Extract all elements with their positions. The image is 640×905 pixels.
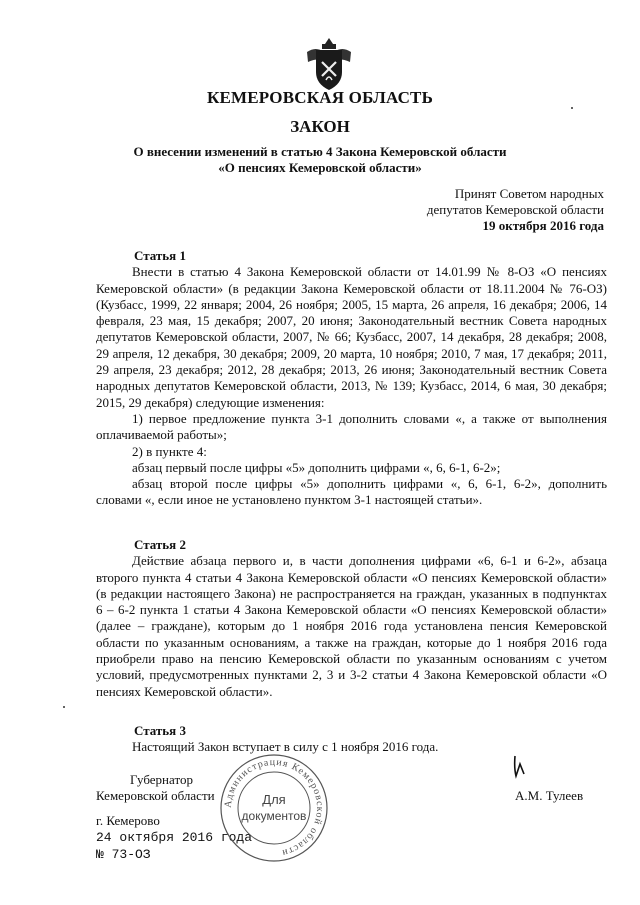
signing-city: г. Кемерово [96, 813, 160, 828]
stamp-line-2: документов [241, 809, 307, 823]
article-1 [96, 248, 607, 509]
article-1-item-2a: абзац первый после цифры «5» дополнить цифрами «, 6, 6-1, 6-2»; [132, 459, 501, 475]
article-1-intro: Внести в статью 4 Закона Кемеровской области от 14.01.99 № 8-ОЗ «О пенсиях Кемеровской области» (в редакции Закона Кемеровской области от 18.11.2004 № 76-ОЗ) (Кузбасс, 1999, 22 января; 2004, 26 ноября; 2005, 15 марта, 26 апреля, 16 декабря; 2006, 14 февраля, 23 мая, 15 декабря; 2007, 20 июня; Законодательный вестник Совета народных депутатов Кемеровской области, 2007, № 66; Кузбасс, 2007, 14 декабря, 28 декабря; 2008, 29 апреля, 12 декабря, 30 декабря; 2009, 20 марта, 10 ноября; 2010, 7 мая, 17 декабря; 2011, 29 апреля, 23 декабря; 2012, 28 декабря; 2013, 26 июня; Законодательный вестник Совета народных депутатов Кемеровской области, 2013, № 139; Кузбасс, 2014, 6 мая, 30 декабря; 2015, 29 декабря) следующие изменения: [96, 264, 607, 410]
signing-date: 24 октября 2016 года [96, 830, 253, 845]
law-number: № 73-ОЗ [96, 847, 151, 862]
adoption-block [427, 186, 604, 234]
document-type: ЗАКОН [290, 117, 350, 136]
article-1-item-2b: абзац второй после цифры «5» дополнить цифрами «, 6, 6-1, 6-2», дополнить словами «, если иное не установлено пунктом 3-1 настоящей статьи». [96, 476, 607, 508]
article-2-heading: Статья 2 [134, 537, 186, 552]
coat-of-arms-emblem [304, 36, 354, 92]
stamp-ring-text: Администрация Кемеровской области [222, 756, 326, 859]
official-stamp [218, 752, 330, 864]
article-1-heading: Статья 1 [134, 248, 186, 263]
adoption-date: 19 октября 2016 года [482, 218, 604, 233]
governor-name: А.М. Тулеев [515, 788, 584, 803]
governor-title: Губернатор [130, 772, 193, 787]
article-2-text: Действие абзаца первого и, в части дополнения цифрами «6, 6-1 и 6-2», абзаца второго пункта 4 статьи 4 Закона Кемеровской области «О пенсиях Кемеровской области» (в редакции настоящего Закона) не распространяется на граждан, указанных в подпунктах 6 – 6-2 пункта 1 статьи 4 Закона Кемеровской области «О пенсиях Кемеровской области» (далее – граждане), которым до 1 ноября 2016 года установлена пенсия Кемеровской области по указанным основаниям, а также на граждан, которые до 1 ноября 2016 года приобрели право на пенсию Кемеровской области по указанным основаниям с учетом условий, предусмотренных пунктами 2, 3 и 3-2 статьи 4 Закона Кемеровской области «О пенсиях Кемеровской области». [96, 553, 607, 699]
article-3-heading: Статья 3 [134, 723, 186, 738]
stamp-line-1: Для [262, 792, 286, 807]
law-title [0, 144, 640, 176]
law-title-line-2: «О пенсиях Кемеровской области» [218, 160, 422, 175]
scan-dot-mark [63, 706, 65, 708]
law-title-line-1: О внесении изменений в статью 4 Закона Кемеровской области [133, 144, 507, 159]
adopted-by-line-1: Принят Советом народных [454, 186, 604, 201]
article-3 [96, 723, 607, 756]
article-1-item-1: 1) первое предложение пункта 3-1 дополнить словами «, а также от выполнения оплачиваемой работы»; [96, 410, 607, 443]
article-1-item-2: 2) в пункте 4: [132, 443, 207, 459]
article-3-text: Настоящий Закон вступает в силу с 1 ноября 2016 года. [132, 739, 439, 755]
adopted-by-line-2: депутатов Кемеровской области [426, 202, 604, 217]
governor-region: Кемеровской области [96, 788, 215, 803]
region-name: КЕМЕРОВСКАЯ ОБЛАСТЬ [206, 88, 434, 107]
scan-dot-mark [571, 107, 573, 109]
article-2 [96, 537, 607, 700]
signature-mark [512, 754, 526, 780]
